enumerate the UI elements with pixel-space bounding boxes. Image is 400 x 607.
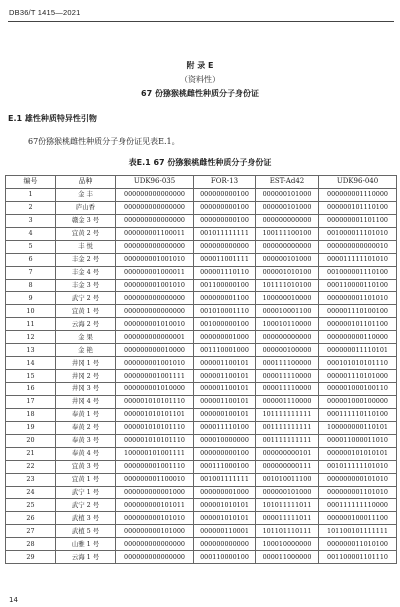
- cell-udk96-035: 000001010101110: [116, 395, 194, 408]
- cell-udk96-040: 101100101111111: [319, 525, 397, 538]
- cell-for-13: 000001100101: [194, 357, 256, 370]
- table-row: [6, 188, 397, 201]
- cell-udk96-040: 000000101010101: [319, 447, 397, 460]
- cell-udk96-040: 000000001110000: [319, 188, 397, 201]
- appendix-nature: （资料性）: [180, 75, 220, 84]
- cell-for-13: 001010001110: [194, 305, 256, 318]
- cell-variety: 武宁 2 号: [56, 499, 116, 512]
- cell-number: 16: [6, 383, 56, 396]
- cell-est-ad42: 101111010100: [256, 279, 319, 292]
- cell-udk96-035: 000000001100010: [116, 473, 194, 486]
- cell-udk96-035: 000000000000000: [116, 240, 194, 253]
- cell-number: 20: [6, 434, 56, 447]
- cell-for-13: 000000000100: [194, 188, 256, 201]
- identity-table: [5, 175, 397, 564]
- table-row: [6, 240, 397, 253]
- cell-udk96-040: 000011000011010: [319, 434, 397, 447]
- cell-est-ad42: 000001110000: [256, 395, 319, 408]
- cell-variety: 赣金 3 号: [56, 214, 116, 227]
- table-caption: 表E.1 67 份猕猴桃雌性种质分子身份证: [128, 158, 272, 167]
- cell-for-13: 000111000100: [194, 460, 256, 473]
- cell-number: 2: [6, 201, 56, 214]
- table-header-row: [6, 176, 397, 189]
- cell-udk96-040: 000111111110000: [319, 499, 397, 512]
- table-row: [6, 201, 397, 214]
- cell-udk96-040: 000000011110101: [319, 344, 397, 357]
- cell-est-ad42: 000011110000: [256, 383, 319, 396]
- cell-udk96-035: 100000101001111: [116, 447, 194, 460]
- cell-udk96-035: 000000000000000: [116, 214, 194, 227]
- cell-est-ad42: 000011111011: [256, 512, 319, 525]
- cell-udk96-040: 000111110110100: [319, 408, 397, 421]
- table-body: [6, 188, 397, 563]
- cell-for-13: 000001100101: [194, 395, 256, 408]
- cell-est-ad42: 100010110000: [256, 318, 319, 331]
- cell-variety: 山雅 1 号: [56, 538, 116, 551]
- cell-est-ad42: 001010011100: [256, 473, 319, 486]
- cell-est-ad42: 000010001100: [256, 305, 319, 318]
- cell-number: 26: [6, 512, 56, 525]
- table-row: [6, 357, 397, 370]
- cell-for-13: 000000000100: [194, 214, 256, 227]
- cell-udk96-040: 000001000100000: [319, 395, 397, 408]
- cell-variety: 金 果: [56, 331, 116, 344]
- cell-udk96-040: 000000001101010: [319, 292, 397, 305]
- cell-est-ad42: 000011110000: [256, 370, 319, 383]
- cell-number: 8: [6, 279, 56, 292]
- cell-udk96-035: 000000001010010: [116, 318, 194, 331]
- table-row: [6, 512, 397, 525]
- cell-udk96-040: 100000000110101: [319, 421, 397, 434]
- cell-for-13: 001000000100: [194, 318, 256, 331]
- table-row: [6, 214, 397, 227]
- cell-variety: 奉黄 2 号: [56, 421, 116, 434]
- cell-for-13: 000001100101: [194, 370, 256, 383]
- cell-variety: 井冈 4 号: [56, 395, 116, 408]
- col-header-est-ad42: EST-Ad42: [256, 176, 319, 189]
- cell-number: 22: [6, 460, 56, 473]
- table-row: [6, 344, 397, 357]
- cell-for-13: 001011111111: [194, 227, 256, 240]
- header-rule: [8, 21, 394, 22]
- cell-udk96-035: 000000001001111: [116, 370, 194, 383]
- cell-variety: 丰金 3 号: [56, 279, 116, 292]
- cell-variety: 金 艳: [56, 344, 116, 357]
- cell-est-ad42: 100111100100: [256, 227, 319, 240]
- cell-for-13: 000000000100: [194, 201, 256, 214]
- cell-for-13: 000000001000: [194, 331, 256, 344]
- cell-variety: 武宁 2 号: [56, 292, 116, 305]
- cell-udk96-035: 000001010101101: [116, 408, 194, 421]
- cell-udk96-035: 000000000001000: [116, 486, 194, 499]
- col-header-for-13: FOR-13: [194, 176, 256, 189]
- cell-udk96-040: 000000000000010: [319, 240, 397, 253]
- cell-udk96-035: 000000001001010: [116, 253, 194, 266]
- cell-variety: 丰金 4 号: [56, 266, 116, 279]
- cell-udk96-040: 000011111101010: [319, 253, 397, 266]
- cell-number: 12: [6, 331, 56, 344]
- cell-udk96-035: 000000001010000: [116, 383, 194, 396]
- cell-udk96-040: 000101010101110: [319, 357, 397, 370]
- cell-udk96-035: 000000000000000: [116, 551, 194, 564]
- cell-number: 9: [6, 292, 56, 305]
- cell-udk96-040: 000001110100100: [319, 305, 397, 318]
- cell-udk96-040: 001000001110100: [319, 266, 397, 279]
- col-header-udk96-040: UDK96-040: [319, 176, 397, 189]
- cell-udk96-035: 000001010101110: [116, 434, 194, 447]
- col-header-variety: 品种: [56, 176, 116, 189]
- table-row: [6, 473, 397, 486]
- cell-udk96-035: 000001010101110: [116, 421, 194, 434]
- cell-est-ad42: 000000000000: [256, 214, 319, 227]
- cell-variety: 井冈 1 号: [56, 357, 116, 370]
- cell-variety: 丰金 2 号: [56, 253, 116, 266]
- table-row: [6, 395, 397, 408]
- cell-number: 7: [6, 266, 56, 279]
- table-row: [6, 253, 397, 266]
- cell-est-ad42: 000000101000: [256, 188, 319, 201]
- cell-variety: 庐山香: [56, 201, 116, 214]
- cell-udk96-040: 000001110101000: [319, 370, 397, 383]
- cell-for-13: 000000000000: [194, 538, 256, 551]
- col-header-number: 编号: [6, 176, 56, 189]
- cell-for-13: 000000001100: [194, 292, 256, 305]
- cell-est-ad42: 000000100000: [256, 344, 319, 357]
- cell-for-13: 000000000100: [194, 447, 256, 460]
- cell-udk96-035: 000000001001010: [116, 357, 194, 370]
- cell-udk96-035: 000000000000000: [116, 188, 194, 201]
- cell-number: 5: [6, 240, 56, 253]
- cell-number: 11: [6, 318, 56, 331]
- cell-udk96-040: 000000001101010: [319, 486, 397, 499]
- cell-variety: 宜黄 2 号: [56, 227, 116, 240]
- cell-udk96-035: 000000000101011: [116, 499, 194, 512]
- cell-est-ad42: 101111111111: [256, 408, 319, 421]
- cell-variety: 武植 3 号: [56, 512, 116, 525]
- cell-udk96-035: 000000001000011: [116, 266, 194, 279]
- cell-est-ad42: 000000000000: [256, 331, 319, 344]
- cell-for-13: 000000001000: [194, 486, 256, 499]
- table-row: [6, 279, 397, 292]
- cell-number: 28: [6, 538, 56, 551]
- cell-est-ad42: 100010000000: [256, 538, 319, 551]
- cell-est-ad42: 000000101000: [256, 201, 319, 214]
- cell-for-13: 000000100101: [194, 408, 256, 421]
- cell-variety: 丰 悦: [56, 240, 116, 253]
- cell-est-ad42: 000011000000: [256, 551, 319, 564]
- cell-est-ad42: 000000101000: [256, 253, 319, 266]
- cell-est-ad42: 001111111111: [256, 434, 319, 447]
- cell-udk96-040: 000000101101100: [319, 318, 397, 331]
- cell-udk96-035: 000000000000000: [116, 201, 194, 214]
- cell-for-13: 000000000000: [194, 240, 256, 253]
- cell-for-13: 001001111111: [194, 473, 256, 486]
- cell-udk96-035: 000000000101010: [116, 512, 194, 525]
- cell-number: 27: [6, 525, 56, 538]
- cell-number: 3: [6, 214, 56, 227]
- cell-number: 14: [6, 357, 56, 370]
- cell-variety: 武宁 1 号: [56, 486, 116, 499]
- cell-number: 15: [6, 370, 56, 383]
- table-row: [6, 538, 397, 551]
- cell-udk96-035: 000000000000000: [116, 292, 194, 305]
- section-paragraph: 67份猕猴桃雌性种质分子身份证见表E.1。: [28, 137, 180, 146]
- cell-number: 18: [6, 408, 56, 421]
- cell-udk96-040: 000000011010100: [319, 538, 397, 551]
- cell-udk96-035: 000000001100011: [116, 227, 194, 240]
- cell-variety: 宜黄 1 号: [56, 305, 116, 318]
- cell-for-13: 000011001111: [194, 253, 256, 266]
- cell-number: 17: [6, 395, 56, 408]
- table-row: [6, 318, 397, 331]
- cell-udk96-040: 000110000110100: [319, 279, 397, 292]
- table-row: [6, 421, 397, 434]
- cell-udk96-035: 000000000101000: [116, 525, 194, 538]
- standard-code: DB36/T 1415—2021: [9, 8, 81, 17]
- cell-est-ad42: 000000000101: [256, 447, 319, 460]
- col-header-udk96-035: UDK96-035: [116, 176, 194, 189]
- cell-udk96-035: 000000000000001: [116, 331, 194, 344]
- cell-number: 1: [6, 188, 56, 201]
- cell-variety: 奉黄 1 号: [56, 408, 116, 421]
- cell-variety: 宜黄 1 号: [56, 473, 116, 486]
- cell-est-ad42: 000000000000: [256, 240, 319, 253]
- table-row: [6, 486, 397, 499]
- cell-for-13: 000000110001: [194, 525, 256, 538]
- table-row: [6, 525, 397, 538]
- table-row: [6, 460, 397, 473]
- table-row: [6, 227, 397, 240]
- cell-variety: 奉黄 3 号: [56, 434, 116, 447]
- cell-est-ad42: 000000101000: [256, 486, 319, 499]
- appendix-title: 附 录 E: [186, 61, 214, 70]
- cell-est-ad42: 000000000111: [256, 460, 319, 473]
- appendix-subtitle: 67 份猕猴桃雌性种质分子身份证: [141, 89, 259, 98]
- table-row: [6, 305, 397, 318]
- cell-number: 21: [6, 447, 56, 460]
- cell-udk96-040: 000001000100110: [319, 383, 397, 396]
- cell-est-ad42: 000001010100: [256, 266, 319, 279]
- cell-est-ad42: 001111111111: [256, 421, 319, 434]
- cell-variety: 奉黄 4 号: [56, 447, 116, 460]
- cell-udk96-040: 001100001101110: [319, 551, 397, 564]
- table-row: [6, 266, 397, 279]
- cell-udk96-040: 000000000110000: [319, 331, 397, 344]
- cell-number: 4: [6, 227, 56, 240]
- cell-udk96-035: 000000001001110: [116, 460, 194, 473]
- cell-for-13: 000001010101: [194, 512, 256, 525]
- cell-for-13: 001110001000: [194, 344, 256, 357]
- table-row: [6, 551, 397, 564]
- cell-variety: 金 丰: [56, 188, 116, 201]
- cell-for-13: 000001100101: [194, 383, 256, 396]
- cell-for-13: 000001010101: [194, 499, 256, 512]
- cell-number: 13: [6, 344, 56, 357]
- table-row: [6, 434, 397, 447]
- cell-udk96-040: 001000011101010: [319, 227, 397, 240]
- cell-udk96-040: 000000000101010: [319, 473, 397, 486]
- cell-udk96-035: 000000001001010: [116, 279, 194, 292]
- cell-udk96-040: 000000100011100: [319, 512, 397, 525]
- cell-number: 23: [6, 473, 56, 486]
- cell-udk96-035: 000000000000000: [116, 538, 194, 551]
- cell-variety: 云海 1 号: [56, 551, 116, 564]
- cell-variety: 井冈 2 号: [56, 370, 116, 383]
- cell-number: 19: [6, 421, 56, 434]
- cell-udk96-040: 001011111101010: [319, 460, 397, 473]
- cell-udk96-035: 000000000000000: [116, 305, 194, 318]
- page-number: 14: [9, 596, 18, 604]
- cell-variety: 云海 2 号: [56, 318, 116, 331]
- table-row: [6, 447, 397, 460]
- section-heading: E.1 雄性种质特异性引物: [8, 114, 97, 123]
- cell-for-13: 000110000100: [194, 551, 256, 564]
- cell-udk96-040: 000000001101100: [319, 214, 397, 227]
- table-row: [6, 292, 397, 305]
- cell-variety: 宜黄 3 号: [56, 460, 116, 473]
- cell-number: 24: [6, 486, 56, 499]
- cell-for-13: 000011110100: [194, 421, 256, 434]
- cell-for-13: 000010000000: [194, 434, 256, 447]
- cell-number: 6: [6, 253, 56, 266]
- cell-est-ad42: 101101110111: [256, 525, 319, 538]
- cell-number: 25: [6, 499, 56, 512]
- table-row: [6, 331, 397, 344]
- table-row: [6, 383, 397, 396]
- cell-est-ad42: 000111100000: [256, 357, 319, 370]
- table-row: [6, 408, 397, 421]
- cell-variety: 井冈 3 号: [56, 383, 116, 396]
- cell-number: 29: [6, 551, 56, 564]
- cell-udk96-035: 000000000010000: [116, 344, 194, 357]
- table-row: [6, 499, 397, 512]
- cell-for-13: 001100000100: [194, 279, 256, 292]
- cell-for-13: 000001110110: [194, 266, 256, 279]
- table-row: [6, 370, 397, 383]
- cell-est-ad42: 101011111011: [256, 499, 319, 512]
- cell-est-ad42: 100000010000: [256, 292, 319, 305]
- cell-number: 10: [6, 305, 56, 318]
- cell-variety: 武植 5 号: [56, 525, 116, 538]
- cell-udk96-040: 000000101110100: [319, 201, 397, 214]
